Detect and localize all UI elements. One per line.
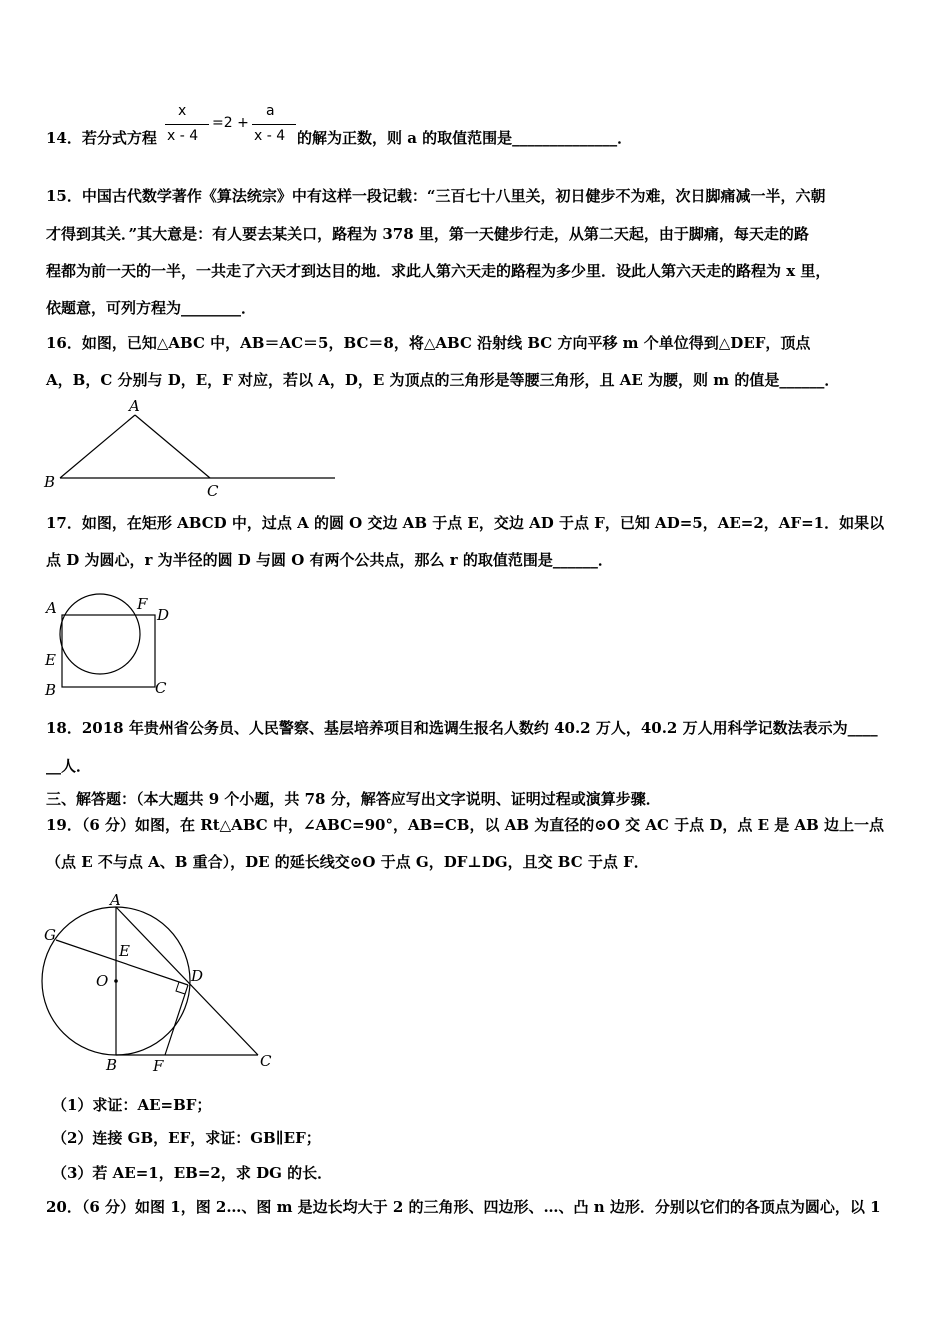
q19-line-1: 19．（6 分）如图，在 Rt△ABC 中，∠ABC=90°，AB=CB，以 AB 为直径的⊙O 交 AC 于点 D，点 E 是 AB 边上一点 [46, 816, 884, 834]
q19-circle-triangle-figure [36, 888, 276, 1076]
q14-frac2-numerator: a [266, 103, 275, 119]
q17-label-d: D [157, 606, 170, 624]
q19-part-3: （3）若 AE=1，EB=2，求 DG 的长． [52, 1164, 333, 1182]
q17-circle-o [60, 594, 140, 674]
q18-line-1: 18．2018 年贵州省公务员、人民警察、基层培养项目和选调生报名人数约 40.2 万人，40.2 万人用科学记数法表示为____ [46, 719, 878, 737]
q16-label-c: C [207, 482, 219, 500]
q14-frac1-numerator: x [178, 103, 187, 119]
q15-line-2: 才得到其关．”其大意是：有人要去某关口，路程为 378 里，第一天健步行走，从第二天起，由于脚痛，每天走的路 [46, 225, 809, 243]
q17-line-1: 17．如图，在矩形 ABCD 中，过点 A 的圆 O 交边 AB 于点 E，交边 AD 于点 F，已知 AD=5，AE=2，AF=1．如果以 [46, 514, 885, 532]
q19-label-b: B [106, 1056, 118, 1074]
q16-triangle-figure [40, 395, 340, 500]
q16-line-1: 16．如图，已知△ABC 中，AB＝AC＝5，BC＝8，将△ABC 沿射线 BC 方向平移 m 个单位得到△DEF，顶点 [46, 334, 811, 352]
q15-line-3: 程都为前一天的一半，一共走了六天才到达目的地．求此人第六天走的路程为多少里．设此人第六天走的路程为 x 里， [46, 262, 831, 280]
q19-line-df [165, 985, 188, 1055]
q14-prefix: 14．若分式方程 [46, 129, 157, 147]
q16-side-ac [135, 415, 210, 478]
q19-line-2: （点 E 不与点 A、B 重合），DE 的延长线交⊙O 于点 G，DF⊥DG，且交 BC 于点 F． [46, 853, 649, 871]
q19-label-e: E [119, 942, 130, 960]
q17-label-b: B [45, 681, 57, 699]
q16-label-a: A [129, 397, 140, 415]
q19-label-o: O [96, 972, 109, 990]
q15-line-1: 15．中国古代数学著作《算法统宗》中有这样一段记载：“三百七十八里关，初日健步不为难，次日脚痛减一半，六朝 [46, 187, 826, 205]
q19-side-ac [116, 907, 258, 1055]
q19-center-dot [114, 979, 118, 983]
q17-label-e: E [45, 651, 56, 669]
q14-frac1-denominator: x - 4 [167, 128, 199, 144]
q17-rectangle-circle-figure [40, 590, 180, 702]
q17-rectangle-abcd [62, 615, 155, 687]
q19-part-1: （1）求证：AE=BF； [52, 1096, 212, 1114]
q17-label-f: F [137, 595, 148, 613]
q19-part-2: （2）连接 GB，EF，求证：GB∥EF； [52, 1129, 321, 1147]
q17-label-a: A [46, 599, 57, 617]
q19-label-d: D [191, 967, 204, 985]
q17-label-c: C [155, 679, 167, 697]
q19-label-f: F [153, 1057, 164, 1075]
q16-side-ab [60, 415, 135, 478]
q20-line-1: 20．（6 分）如图 1，图 2…、图 m 是边长均大于 2 的三角形、四边形、…、凸 n 边形．分别以它们的各顶点为圆心，以 1 [46, 1198, 881, 1216]
q19-label-a: A [110, 891, 121, 909]
q19-label-c: C [260, 1052, 272, 1070]
q14-frac2-bar [252, 124, 296, 125]
q16-line-2: A，B，C 分别与 D，E，F 对应，若以 A，D，E 为顶点的三角形是等腰三角形，且 AE 为腰，则 m 的值是______． [46, 371, 840, 389]
q14-frac2-denominator: x - 4 [254, 128, 286, 144]
q16-label-b: B [44, 473, 56, 491]
q17-line-2: 点 D 为圆心，r 为半径的圆 D 与圆 O 有两个公共点，那么 r 的取值范围是______． [46, 551, 613, 569]
q14-equals: =2 + [212, 115, 249, 131]
section-3-heading: 三、解答题：（本大题共 9 个小题，共 78 分，解答应写出文字说明、证明过程或演算步骤． [46, 790, 661, 808]
q14-frac1-bar [165, 124, 209, 125]
q15-line-4: 依题意，可列方程为________． [46, 299, 257, 317]
q18-line-2: __人． [46, 757, 92, 775]
q19-label-g: G [44, 926, 56, 944]
q14-suffix: 的解为正数，则 a 的取值范围是______________． [297, 129, 633, 147]
